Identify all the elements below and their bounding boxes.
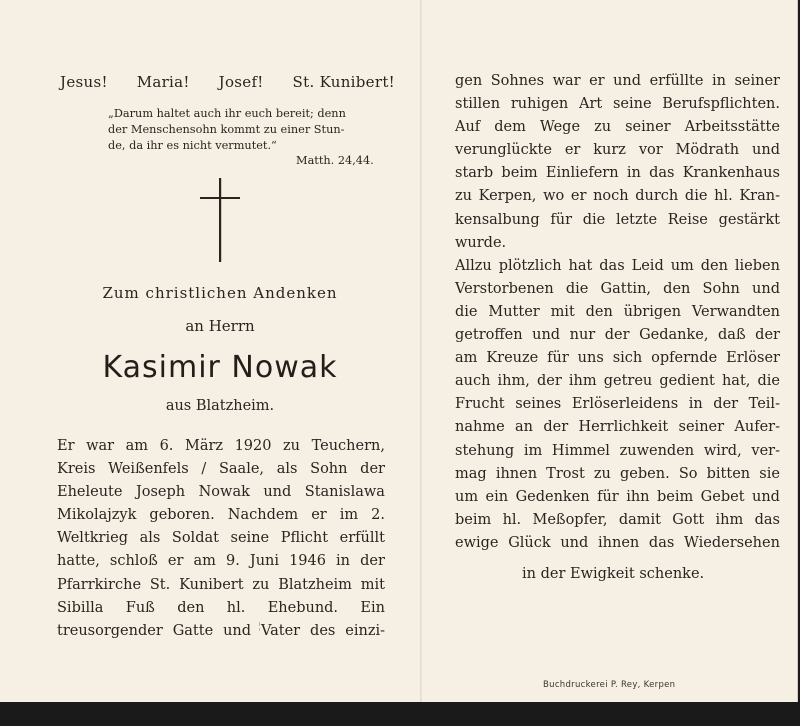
word: in [711, 73, 726, 89]
word: zuwenden [619, 442, 695, 459]
word: Teil- [748, 396, 780, 413]
word: Herrlichkeit [578, 419, 669, 436]
word: Stanislawa [304, 484, 385, 501]
word: ihnen [598, 534, 640, 551]
word: Frucht [455, 396, 505, 413]
word: Blatzheim [278, 576, 352, 593]
word: getroffen [455, 327, 523, 344]
word: nur [569, 327, 596, 344]
word: den [177, 599, 205, 616]
word: Sohn [310, 461, 348, 478]
word: schloß [109, 553, 158, 570]
word: Kerpen, [478, 188, 537, 205]
word: und [613, 73, 642, 89]
text-line [455, 347, 780, 370]
word: 9. [225, 553, 240, 570]
word: seiner [678, 419, 725, 436]
word: daß [718, 327, 746, 344]
word: gedient [659, 373, 715, 390]
word: das [754, 511, 780, 528]
word: Einliefern [545, 165, 619, 182]
word: Art [579, 96, 603, 113]
word: dem [494, 119, 526, 136]
word: zu [283, 438, 301, 454]
text-line [57, 620, 385, 643]
printer-imprint: Buchdruckerei P. Rey, Kerpen [543, 680, 676, 690]
word: er [589, 73, 605, 89]
quote-reference: Matth. 24,44. [296, 154, 374, 167]
word: Gattin, [600, 280, 652, 297]
word: Wege [539, 119, 581, 136]
word: der [360, 553, 385, 570]
word: hl. [502, 511, 522, 528]
word: er [167, 553, 184, 570]
word: noch [593, 188, 629, 205]
word: das [599, 257, 625, 274]
word: ihm [568, 373, 597, 390]
word: kurz [593, 142, 626, 159]
word: Aufer- [734, 419, 780, 436]
word: Erlöserleidens [571, 396, 679, 413]
word: und [752, 280, 780, 297]
text-line [455, 93, 780, 116]
word: bitten [706, 465, 751, 482]
text-line [455, 440, 780, 463]
center-fold [420, 0, 422, 702]
word: plötzlich [498, 257, 562, 274]
word: Nachdem [227, 507, 299, 524]
word: Krankenhaus [682, 165, 780, 182]
biography-right [455, 70, 780, 555]
word: durch [635, 188, 679, 205]
text-line [57, 481, 385, 504]
text-line [455, 416, 780, 439]
word: und [751, 488, 780, 505]
word: einzi- [345, 622, 385, 639]
word: ruhigen [510, 96, 569, 113]
word: war [552, 73, 581, 89]
word: Kunibert [179, 576, 244, 593]
word: ein [485, 488, 509, 505]
text-line [455, 162, 780, 185]
word: erfüllte [649, 73, 704, 89]
bible-quote [108, 106, 398, 154]
word: das [649, 165, 675, 182]
word: am [193, 553, 216, 570]
word: Gedanke, [639, 327, 709, 344]
word: stillen [455, 96, 501, 113]
invocation-kunibert: St. Kunibert! [292, 73, 395, 91]
word: die [582, 211, 606, 228]
word: hat, [721, 373, 751, 390]
word: für [550, 211, 573, 228]
word: und [223, 622, 252, 639]
word: ihnen [495, 465, 538, 482]
text-line [455, 209, 780, 232]
dedication-heading: Zum christlichen Andenken [102, 284, 338, 302]
word: Kran- [739, 188, 780, 205]
word: den [700, 257, 728, 274]
word: am [125, 438, 149, 454]
biography-left [57, 435, 385, 643]
text-line: wurde. [455, 234, 507, 251]
word: ver- [751, 442, 780, 459]
word: Meßopfer, [532, 511, 608, 528]
word: März [184, 438, 224, 454]
word: erfüllt [339, 530, 385, 547]
word: Saale, [218, 461, 265, 478]
word: Mikolajzyk [57, 507, 137, 524]
word: seine [230, 530, 270, 547]
hometown: aus Blatzheim. [165, 398, 275, 414]
word: hl. [714, 188, 733, 205]
word: geboren. [149, 507, 215, 524]
text-line [57, 597, 385, 620]
word: beim [501, 165, 538, 182]
word: im [339, 507, 359, 524]
word: vor [638, 142, 663, 159]
word: Eheleute [57, 484, 123, 501]
word: zu [594, 119, 612, 136]
word: Himmel [551, 442, 610, 459]
word: Sibilla [57, 599, 104, 616]
word: beim [656, 488, 694, 505]
word: ihm, [497, 373, 530, 390]
word: Juni [249, 553, 280, 570]
word: zu [252, 576, 270, 593]
text-line [57, 574, 385, 597]
invocation-line [60, 73, 395, 91]
word: in [336, 553, 351, 570]
paper-speck [258, 622, 261, 632]
word: auch [455, 373, 491, 390]
word: den [663, 280, 691, 297]
word: den [585, 303, 613, 320]
word: die [684, 188, 708, 205]
word: uns [577, 350, 604, 367]
word: 1920 [234, 438, 272, 454]
word: Joseph [135, 484, 186, 501]
word: Ehebund. [267, 599, 339, 616]
quote-line: „Darum haltet auch ihr euch bereit; denn [108, 107, 346, 120]
word: seine [612, 96, 652, 113]
word: hatte, [57, 553, 100, 570]
word: der [713, 396, 739, 413]
word: Auf [455, 119, 481, 136]
word: gestärkt [718, 211, 780, 228]
word: war [86, 438, 115, 454]
word: in [626, 165, 641, 182]
word: sich [612, 350, 643, 367]
word: zu [455, 188, 472, 205]
word: So [678, 465, 698, 482]
word: Leid [631, 257, 664, 274]
word: letzte [615, 211, 658, 228]
word: Allzu [455, 257, 492, 274]
word: hl. [226, 599, 246, 616]
word: Gatte [172, 622, 214, 639]
word: Nowak [198, 484, 250, 501]
text-line [455, 463, 780, 486]
word: mit [550, 303, 575, 320]
word: St. [149, 576, 171, 593]
word: der [536, 373, 562, 390]
word: gen [455, 73, 483, 89]
word: am [455, 350, 478, 367]
text-line [455, 301, 780, 324]
word: lieben [734, 257, 780, 274]
word: nahme [455, 419, 505, 436]
quote-line: der Menschensohn kommt zu einer Stun- [108, 123, 345, 136]
closing-line: in der Ewigkeit schenke. [522, 566, 705, 582]
word: für [597, 488, 619, 505]
text-line [455, 139, 780, 162]
deceased-name: Kasimir Nowak [102, 350, 338, 385]
word: Soldat [171, 530, 219, 547]
word: Pfarrkirche [57, 576, 142, 593]
word: für [547, 350, 569, 367]
word: Arbeitsstätte [684, 119, 780, 136]
word: Er [57, 438, 75, 454]
text-line [455, 255, 780, 278]
word: und [532, 327, 561, 344]
word: ewige [455, 534, 499, 551]
word: die [455, 303, 478, 320]
invocation-josef: Josef! [218, 73, 264, 91]
word: Mödrath [675, 142, 740, 159]
word: das [648, 534, 675, 551]
word: und [263, 484, 292, 501]
word: um [670, 257, 694, 274]
text-line [455, 532, 780, 555]
text-line [455, 486, 780, 509]
word: Weltkrieg [57, 530, 128, 547]
text-line [455, 370, 780, 393]
word: starb [455, 165, 494, 182]
word: Kreuze [486, 350, 539, 367]
word: als [139, 530, 161, 547]
word: übrigen [623, 303, 682, 320]
word: in [688, 396, 703, 413]
text-line [57, 504, 385, 527]
word: Gedenken [515, 488, 590, 505]
word: Vater [260, 622, 301, 639]
text-line [57, 550, 385, 573]
word: opfernde [651, 350, 718, 367]
word: Trost [546, 465, 585, 482]
word: stehung [455, 442, 515, 459]
word: der [543, 419, 569, 436]
word: mag [455, 465, 487, 482]
text-line [455, 509, 780, 532]
word: Gebet [700, 488, 745, 505]
word: Kreis [57, 461, 96, 478]
word: als [276, 461, 298, 478]
word: Sohn [702, 280, 740, 297]
text-line [455, 116, 780, 139]
word: hat [568, 257, 593, 274]
word: wo [543, 188, 565, 205]
word: der [755, 327, 780, 344]
word: Fuß [125, 599, 155, 616]
word: Berufspflichten. [662, 96, 780, 113]
word: damit [618, 511, 661, 528]
text-line [455, 393, 780, 416]
word: seiner [734, 73, 780, 89]
word: Mutter [488, 303, 540, 320]
word: die [757, 373, 780, 390]
text-line [455, 324, 780, 347]
word: der [604, 327, 630, 344]
word: verunglückte [455, 142, 552, 159]
word: geben. [620, 465, 670, 482]
word: Weißenfels [108, 461, 189, 478]
invocation-maria: Maria! [136, 73, 190, 91]
word: Teuchern, [311, 438, 385, 454]
invocation-jesus: Jesus! [60, 73, 108, 91]
word: Reise [667, 211, 708, 228]
word: des [310, 622, 336, 639]
quote-line: de, da ihr es nicht vermutet.“ [108, 139, 277, 152]
word: 1946 [289, 553, 326, 570]
word: kensalbung [455, 211, 540, 228]
word: er [311, 507, 327, 524]
word: die [565, 280, 589, 297]
word: treusorgender [57, 622, 163, 639]
word: Gott [672, 511, 705, 528]
word: im [523, 442, 543, 459]
word: sie [759, 465, 780, 482]
word: Ein [360, 599, 385, 616]
word: Verwandten [691, 303, 780, 320]
word: Wiedersehen [683, 534, 780, 551]
word: zu [593, 465, 611, 482]
word: und [560, 534, 589, 551]
word: seiner [625, 119, 671, 136]
word: Glück [508, 534, 551, 551]
text-line [57, 435, 385, 458]
word: 6. [159, 438, 174, 454]
text-line [455, 278, 780, 301]
word: 2. [371, 507, 385, 524]
word: getreu [603, 373, 653, 390]
word: beim [455, 511, 492, 528]
word: Pflicht [280, 530, 329, 547]
word: er [564, 142, 581, 159]
word: seines [515, 396, 562, 413]
word: und [752, 142, 780, 159]
text-line [455, 70, 780, 93]
word: an [515, 419, 533, 436]
word: Sohnes [490, 73, 545, 89]
text-line [57, 458, 385, 481]
word: ihm [715, 511, 744, 528]
word: mit [360, 576, 385, 593]
cross-icon [200, 178, 240, 262]
word: / [201, 461, 207, 478]
word: Erlöser [726, 350, 780, 367]
word: wird, [703, 442, 742, 459]
word: um [455, 488, 479, 505]
word: er [570, 188, 587, 205]
text-line [455, 185, 780, 208]
honorific: an Herrn [185, 317, 255, 335]
word: der [360, 461, 385, 478]
word: ihn [626, 488, 650, 505]
word: Verstorbenen [455, 280, 554, 297]
text-line [57, 527, 385, 550]
